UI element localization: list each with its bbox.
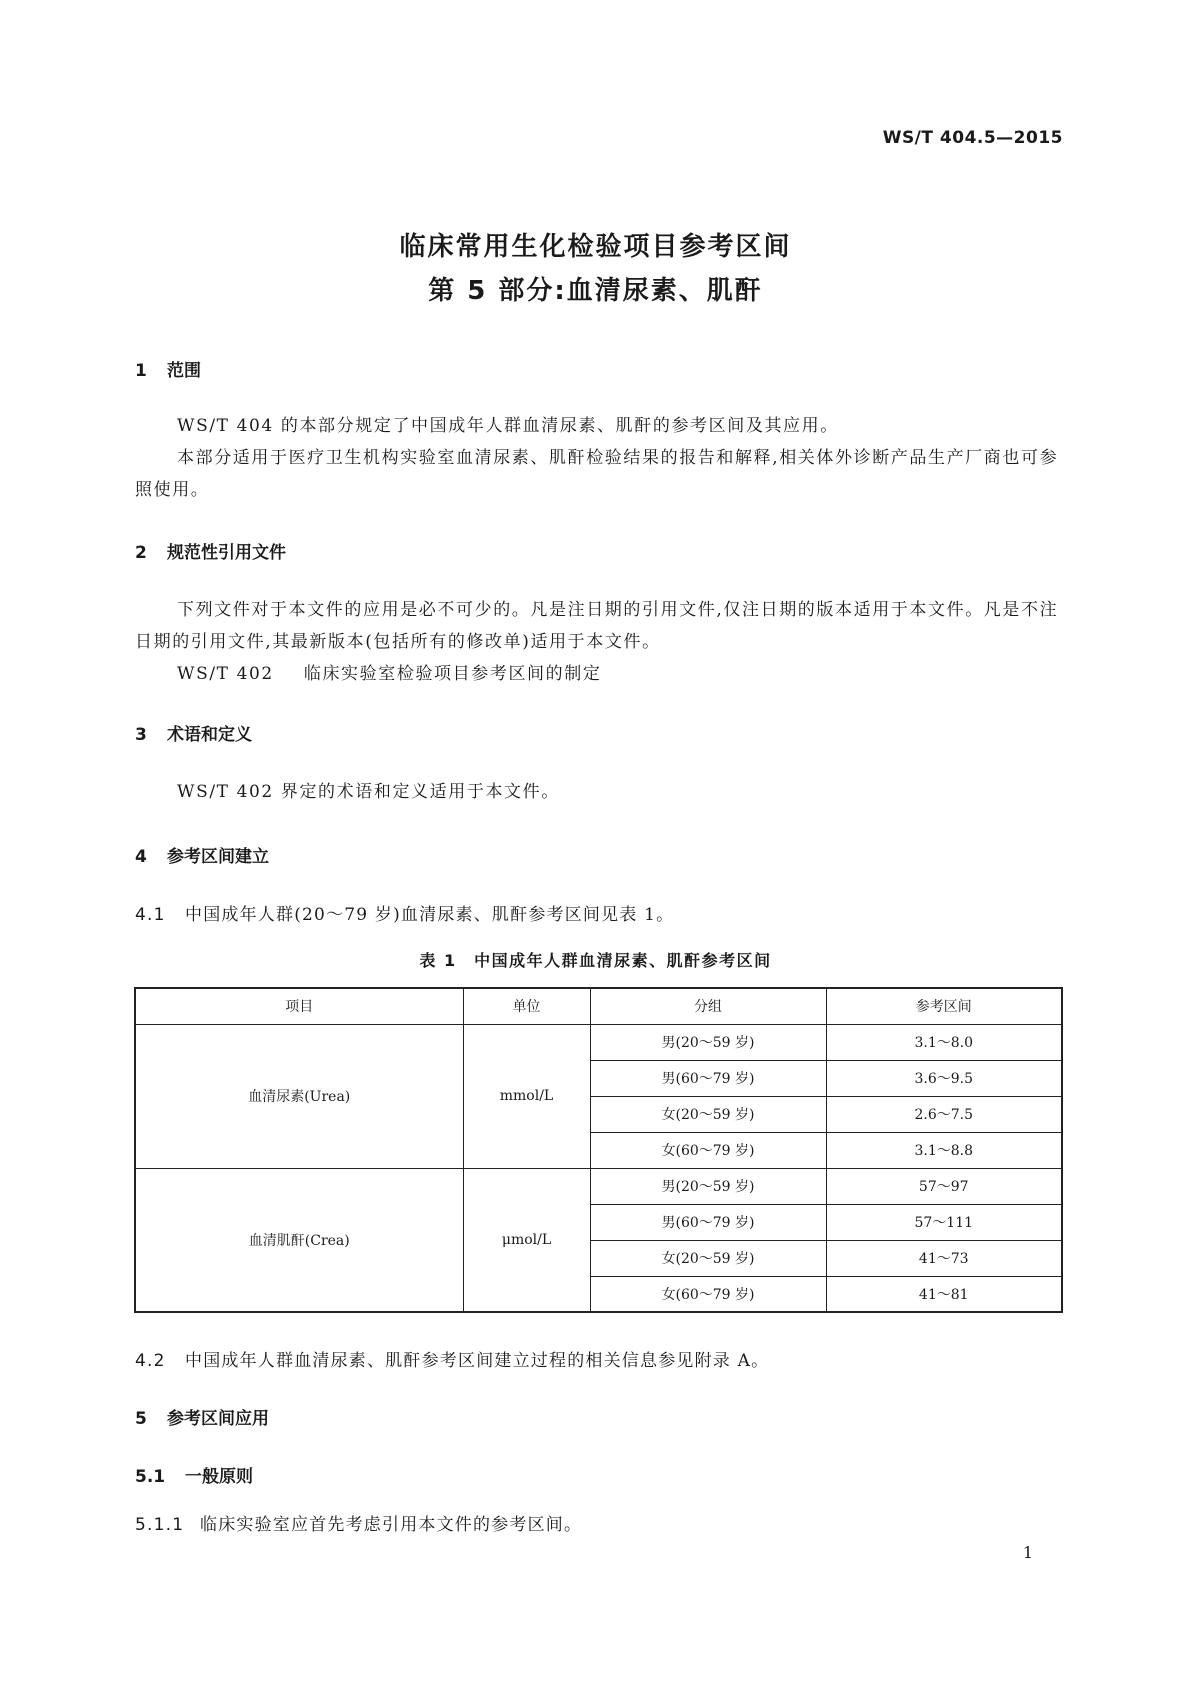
paragraph: WS/T 402 界定的术语和定义适用于本文件。 <box>177 782 560 802</box>
section-1-heading <box>135 356 201 381</box>
section-3-heading <box>135 720 252 745</box>
range-cell: 41～73 <box>826 1240 1062 1276</box>
document-title: 临床常用生化检验项目参考区间 <box>399 232 792 262</box>
reference-code: WS/T 402 <box>177 664 274 684</box>
table-row <box>135 1024 1062 1060</box>
range-cell: 3.6～9.5 <box>826 1060 1062 1096</box>
clause-4-1 <box>135 900 674 925</box>
item-cell: 血清尿素(Urea) <box>135 1024 463 1168</box>
group-cell: 女(20～59 岁) <box>590 1240 826 1276</box>
reference-interval-table <box>134 987 1063 1313</box>
section-2-heading <box>135 538 286 563</box>
group-cell: 男(20～59 岁) <box>590 1168 826 1204</box>
section-number: 1 <box>135 361 147 381</box>
clause-text: 临床实验室应首先考虑引用本文件的参考区间。 <box>200 1515 583 1535</box>
group-cell: 女(60～79 岁) <box>590 1276 826 1312</box>
group-cell: 女(60～79 岁) <box>590 1132 826 1168</box>
range-cell: 57～111 <box>826 1204 1062 1240</box>
section-title: 范围 <box>167 361 201 381</box>
section-title: 参考区间建立 <box>167 847 269 867</box>
clause-number: 5.1 <box>135 1467 166 1487</box>
section-title: 参考区间应用 <box>167 1409 269 1429</box>
clause-text: 中国成年人群血清尿素、肌酐参考区间建立过程的相关信息参见附录 A。 <box>185 1351 770 1371</box>
range-cell: 41～81 <box>826 1276 1062 1312</box>
paragraph: WS/T 404 的本部分规定了中国成年人群血清尿素、肌酐的参考区间及其应用。 <box>177 416 839 436</box>
clause-number: 4.2 <box>135 1351 166 1371</box>
section-number: 5 <box>135 1409 147 1429</box>
header-group: 分组 <box>590 988 826 1024</box>
section-number: 4 <box>135 847 147 867</box>
header-item: 项目 <box>135 988 463 1024</box>
clause-number: 4.1 <box>135 905 166 925</box>
group-cell: 男(20～59 岁) <box>590 1024 826 1060</box>
clause-5-1-1 <box>135 1510 582 1535</box>
section-title: 术语和定义 <box>167 725 252 745</box>
section-number: 2 <box>135 543 147 563</box>
standard-code: WS/T 404.5—2015 <box>882 128 1063 148</box>
paragraph: 下列文件对于本文件的应用是必不可少的。凡是注日期的引用文件,仅注日期的版本适用于本文件。凡是不注日期的引用文件,其最新版本(包括所有的修改单)适用于本文件。 <box>135 600 1059 652</box>
header-unit: 单位 <box>463 988 590 1024</box>
table-row <box>135 1168 1062 1204</box>
header-range: 参考区间 <box>826 988 1062 1024</box>
item-cell: 血清肌酐(Crea) <box>135 1168 463 1312</box>
group-cell: 男(60～79 岁) <box>590 1204 826 1240</box>
clause-title: 一般原则 <box>185 1467 253 1487</box>
normative-reference <box>177 658 601 690</box>
range-cell: 57～97 <box>826 1168 1062 1204</box>
clause-text: 中国成年人群(20～79 岁)血清尿素、肌酐参考区间见表 1。 <box>185 905 675 925</box>
clause-4-2 <box>135 1346 769 1371</box>
page-number: 1 <box>1022 1543 1033 1562</box>
section-title: 规范性引用文件 <box>167 543 286 563</box>
range-cell: 3.1～8.0 <box>826 1024 1062 1060</box>
range-cell: 2.6～7.5 <box>826 1096 1062 1132</box>
table-header-row <box>135 988 1062 1024</box>
section-5-heading <box>135 1404 269 1429</box>
reference-title: 临床实验室检验项目参考区间的制定 <box>303 664 602 684</box>
group-cell: 男(60～79 岁) <box>590 1060 826 1096</box>
range-cell: 3.1～8.8 <box>826 1132 1062 1168</box>
unit-cell: μmol/L <box>463 1168 590 1312</box>
document-subtitle: 第 5 部分:血清尿素、肌酐 <box>428 276 763 306</box>
paragraph: 本部分适用于医疗卫生机构实验室血清尿素、肌酐检验结果的报告和解释,相关体外诊断产品生产厂商也可参照使用。 <box>135 448 1059 500</box>
table-caption: 表 1 中国成年人群血清尿素、肌酐参考区间 <box>419 951 772 970</box>
unit-cell: mmol/L <box>463 1024 590 1168</box>
group-cell: 女(20～59 岁) <box>590 1096 826 1132</box>
section-4-heading <box>135 842 269 867</box>
section-number: 3 <box>135 725 147 745</box>
clause-5-1-heading <box>135 1462 253 1487</box>
clause-number: 5.1.1 <box>135 1515 185 1535</box>
